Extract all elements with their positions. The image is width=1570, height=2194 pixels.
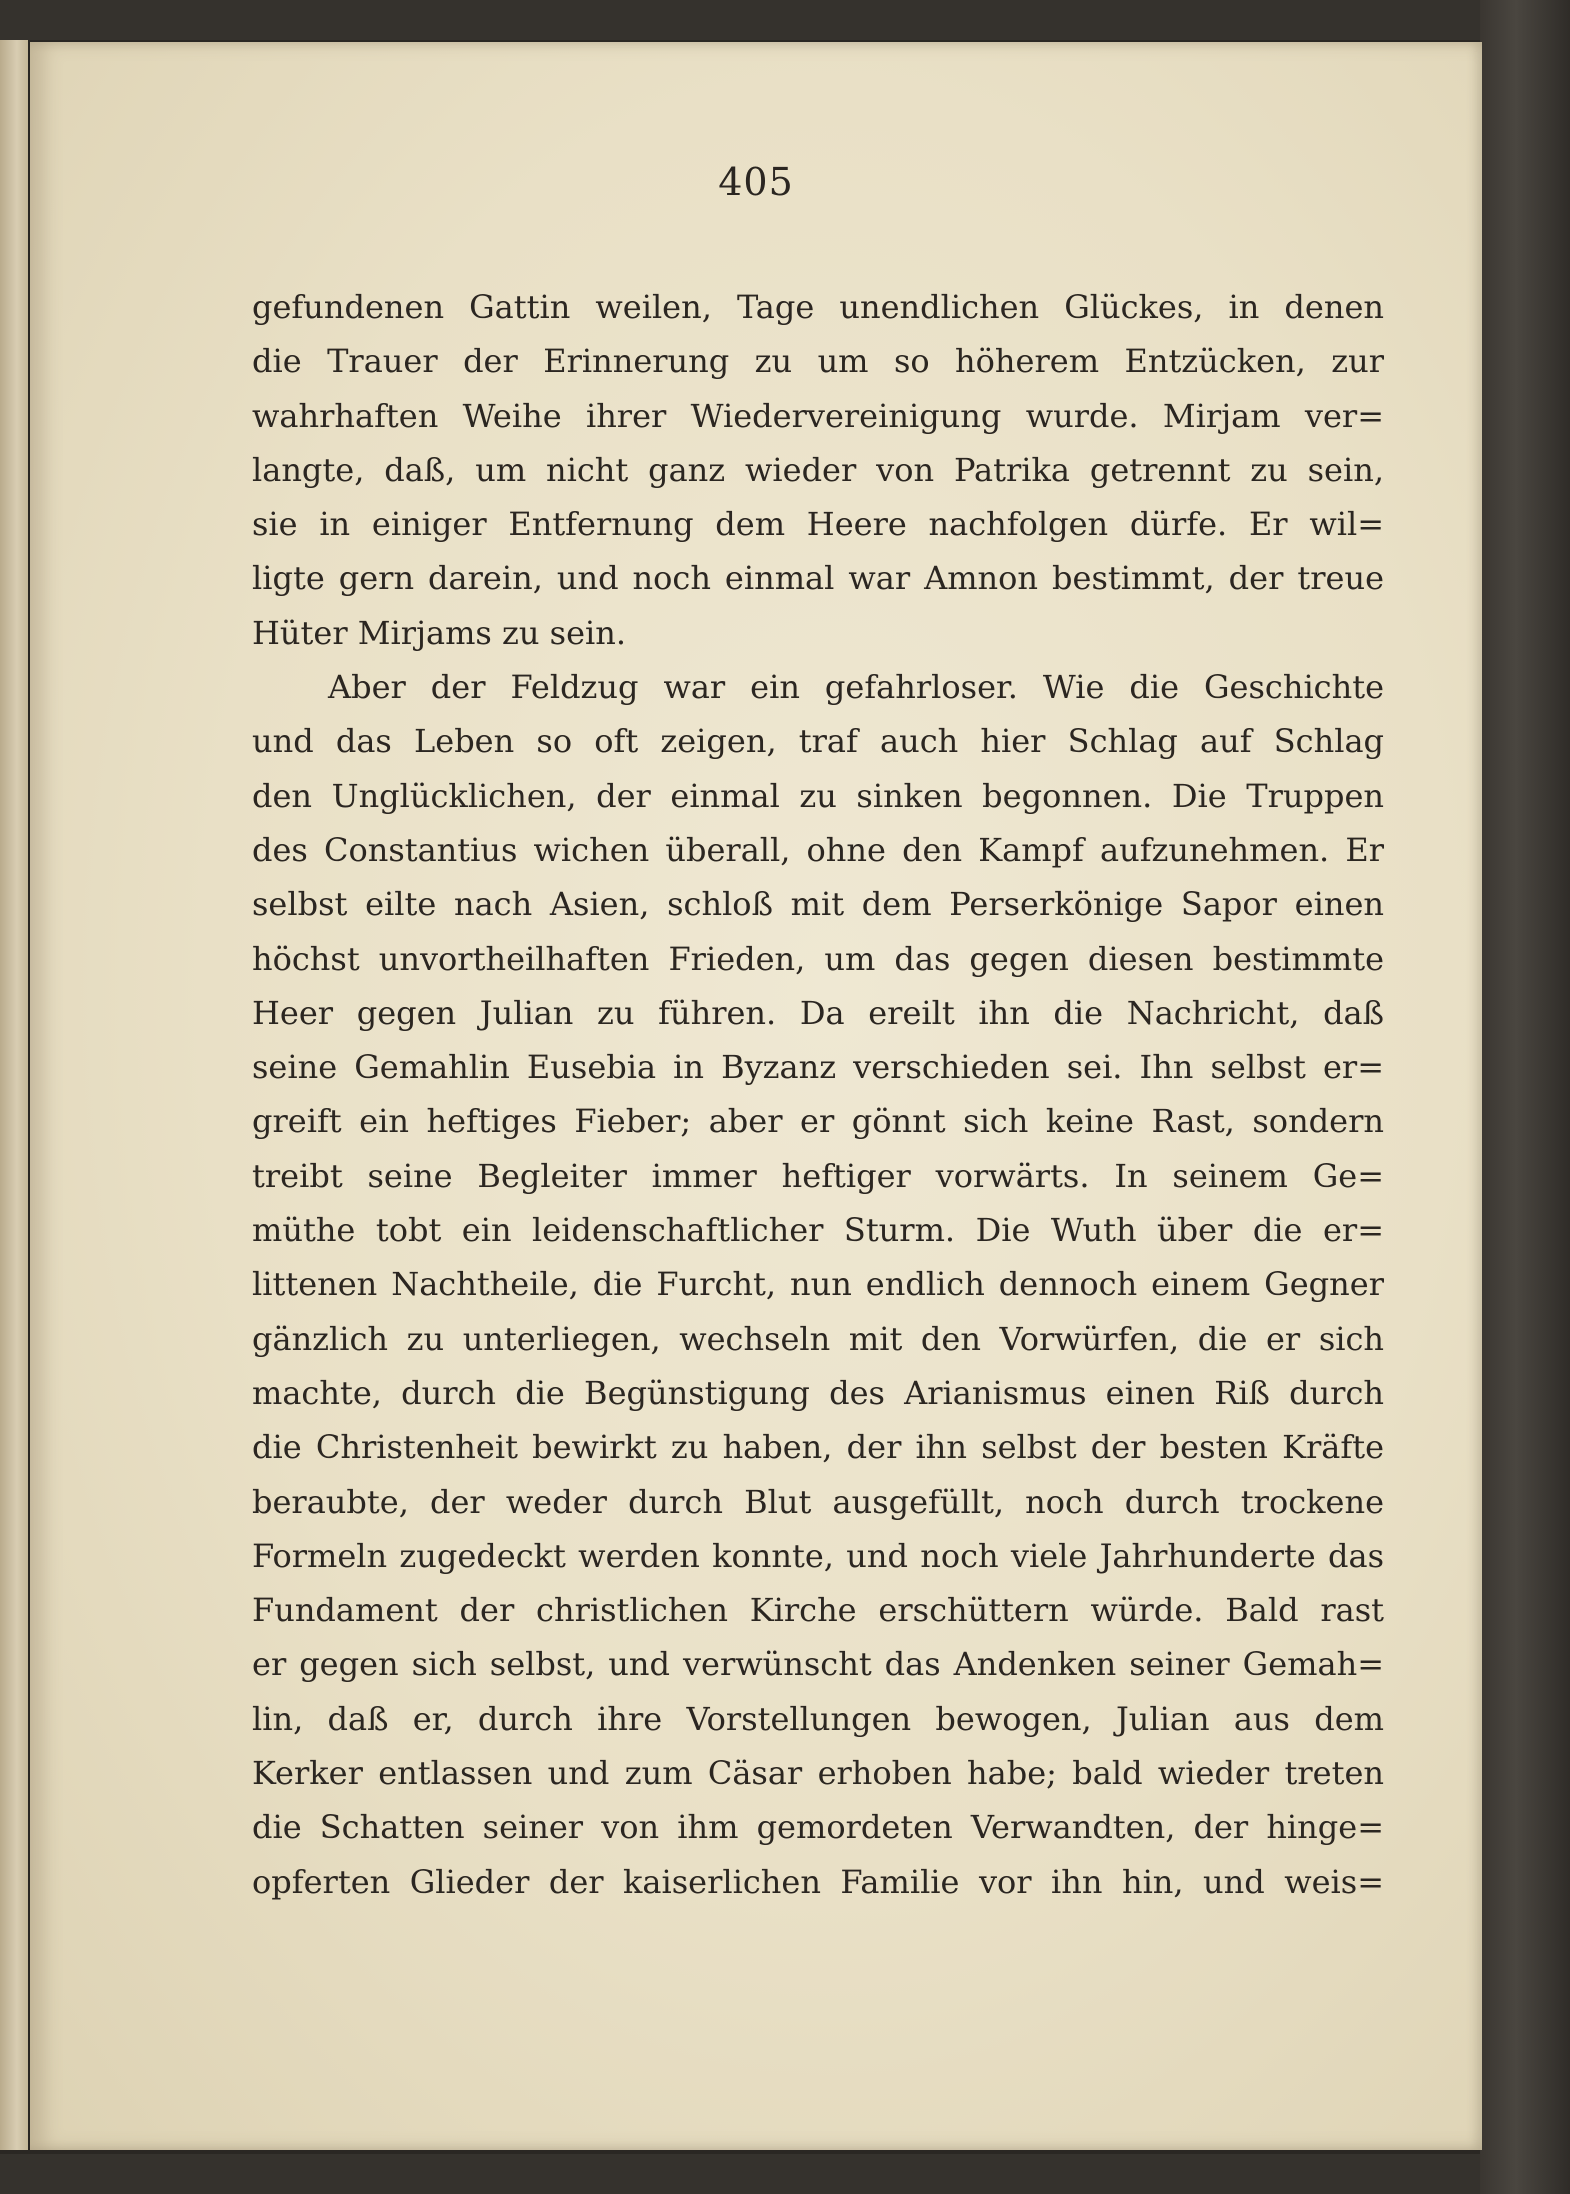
- book-cover-right: [1480, 0, 1570, 2194]
- text-line: ligte gern darein, und noch einmal war Amnon bestimmt, der treue: [252, 559, 1384, 598]
- text-line: greift ein heftiges Fieber; aber er gönnt sich keine Rast, sondern: [252, 1102, 1384, 1141]
- page-number: 405: [718, 160, 794, 204]
- text-line: er gegen sich selbst, und verwünscht das Andenken seiner Gemah=: [252, 1645, 1384, 1684]
- text-line: müthe tobt ein leidenschaftlicher Sturm. Die Wuth über die er=: [252, 1211, 1384, 1250]
- text-line: seine Gemahlin Eusebia in Byzanz verschieden sei. Ihn selbst er=: [252, 1048, 1384, 1087]
- text-line: Formeln zugedeckt werden konnte, und noch viele Jahrhunderte das: [252, 1536, 1384, 1575]
- text-line: die Christenheit bewirkt zu haben, der ihn selbst der besten Kräfte: [252, 1428, 1384, 1467]
- text-line: gänzlich zu unterliegen, wechseln mit den Vorwürfen, die er sich: [252, 1319, 1384, 1358]
- text-line: höchst unvortheilhaften Frieden, um das gegen diesen bestimmte: [252, 939, 1384, 978]
- text-line: die Schatten seiner von ihm gemordeten Verwandten, der hinge=: [252, 1808, 1384, 1847]
- text-line: und das Leben so oft zeigen, traf auch hier Schlag auf Schlag: [252, 722, 1384, 761]
- book-cover-top: [0, 0, 1570, 40]
- text-line: beraubte, der weder durch Blut ausgefüllt, noch durch trockene: [252, 1482, 1384, 1521]
- book-page: [30, 42, 1482, 2150]
- paragraph-end-line: Hüter Mirjams zu sein.: [252, 613, 627, 652]
- text-line: des Constantius wichen überall, ohne den Kampf aufzunehmen. Er: [252, 830, 1384, 869]
- text-line: selbst eilte nach Asien, schloß mit dem Perserkönige Sapor einen: [252, 885, 1384, 924]
- page-body-text: [252, 280, 1384, 1909]
- previous-page-edge: [0, 40, 28, 2150]
- text-line: littenen Nachtheile, die Furcht, nun endlich dennoch einem Gegner: [252, 1265, 1384, 1304]
- text-line: langte, daß, um nicht ganz wieder von Patrika getrennt zu sein,: [252, 450, 1384, 489]
- text-line: sie in einiger Entfernung dem Heere nachfolgen dürfe. Er wil=: [252, 505, 1384, 544]
- text-line: gefundenen Gattin weilen, Tage unendlichen Glückes, in denen: [252, 288, 1384, 326]
- text-line: wahrhaften Weihe ihrer Wiedervereinigung wurde. Mirjam ver=: [252, 396, 1384, 435]
- text-line: Heer gegen Julian zu führen. Da ereilt ihn die Nachricht, daß: [252, 993, 1384, 1032]
- text-line: machte, durch die Begünstigung des Arianismus einen Riß durch: [252, 1373, 1384, 1412]
- text-line: die Trauer der Erinnerung zu um so höherem Entzücken, zur: [252, 342, 1384, 381]
- text-line: Kerker entlassen und zum Cäsar erhoben habe; bald wieder treten: [252, 1754, 1384, 1793]
- text-line: opferten Glieder der kaiserlichen Familie vor ihn hin, und weis=: [252, 1862, 1384, 1901]
- text-line: treibt seine Begleiter immer heftiger vorwärts. In seinem Ge=: [252, 1156, 1384, 1195]
- book-cover-bottom: [0, 2154, 1570, 2194]
- paragraph-start-line: Aber der Feldzug war ein gefahrloser. Wie die Geschichte: [328, 668, 1384, 707]
- text-line: lin, daß er, durch ihre Vorstellungen bewogen, Julian aus dem: [252, 1699, 1384, 1738]
- text-line: den Unglücklichen, der einmal zu sinken begonnen. Die Truppen: [252, 776, 1384, 815]
- text-line: Fundament der christlichen Kirche erschüttern würde. Bald rast: [252, 1591, 1384, 1630]
